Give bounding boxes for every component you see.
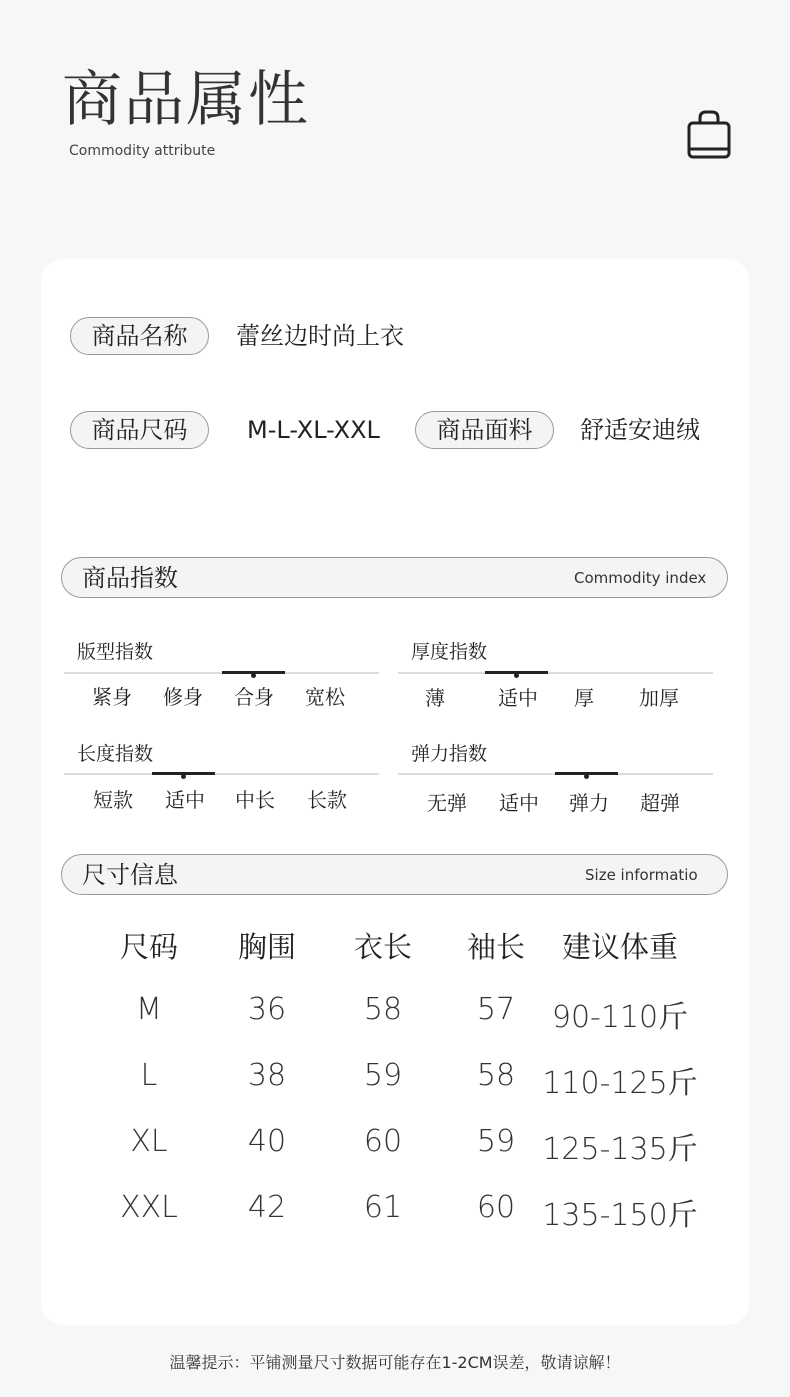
index-selected-marker — [152, 772, 215, 775]
name-label-pill: 商品名称 — [70, 317, 209, 355]
size-table-cell: 90-110斤 — [551, 1000, 689, 1035]
size-section-bar — [61, 854, 728, 895]
index-section-title: 商品指数 — [82, 564, 178, 592]
size-table-cell: 59 — [363, 1058, 403, 1093]
index-option: 超弹 — [640, 791, 680, 815]
index-selected-marker — [485, 671, 548, 674]
size-table-cell: 60 — [476, 1190, 516, 1225]
size-table-cell: 38 — [247, 1058, 287, 1093]
index-group-title: 版型指数 — [77, 641, 154, 663]
fabric-label-pill: 商品面料 — [415, 411, 554, 449]
shopping-bag-icon — [686, 110, 732, 160]
size-table-cell: 135-150斤 — [542, 1198, 698, 1233]
index-section-subtitle: Commodity index — [574, 569, 707, 587]
name-value: 蕾丝边时尚上衣 — [236, 322, 404, 350]
index-option: 弹力 — [569, 791, 609, 815]
size-table-header: 胸围 — [237, 930, 296, 964]
size-value: M-L-XL-XXL — [247, 416, 380, 444]
index-scale-track — [398, 672, 713, 674]
index-option: 适中 — [165, 788, 205, 812]
size-table-cell: 57 — [476, 992, 516, 1027]
size-table-cell: M — [136, 992, 162, 1027]
size-table-cell: 59 — [476, 1124, 516, 1159]
footer-note: 温馨提示：平铺测量尺寸数据可能存在1-2CM误差，敬请谅解！ — [169, 1353, 621, 1372]
index-option: 紧身 — [92, 685, 132, 709]
size-table-cell: 42 — [247, 1190, 287, 1225]
size-table-cell: L — [140, 1058, 158, 1093]
size-table-cell: 61 — [363, 1190, 403, 1225]
index-section-bar — [61, 557, 728, 598]
index-option: 适中 — [499, 791, 539, 815]
index-option: 薄 — [425, 686, 445, 710]
index-option: 厚 — [574, 686, 594, 710]
page-subtitle: Commodity attribute — [69, 143, 216, 159]
size-table-cell: XXL — [120, 1190, 178, 1225]
index-option: 修身 — [163, 685, 203, 709]
index-scale-track — [64, 672, 379, 674]
fabric-value: 舒适安迪绒 — [580, 416, 700, 444]
index-option: 短款 — [93, 788, 133, 812]
index-group-title: 长度指数 — [77, 743, 154, 765]
size-section-subtitle: Size informatio — [585, 866, 698, 884]
size-table-cell: 110-125斤 — [542, 1066, 698, 1101]
index-selected-marker — [555, 772, 618, 775]
index-group-title: 厚度指数 — [411, 641, 488, 663]
size-table-cell: 125-135斤 — [542, 1132, 698, 1167]
size-table-header: 衣长 — [353, 930, 412, 964]
size-table-cell: 40 — [247, 1124, 287, 1159]
size-table-header: 袖长 — [466, 930, 525, 964]
index-group-title: 弹力指数 — [411, 743, 488, 765]
index-option: 中长 — [235, 788, 275, 812]
index-option: 长款 — [307, 788, 347, 812]
page-title: 商品属性 — [62, 65, 310, 135]
size-label-pill: 商品尺码 — [70, 411, 209, 449]
index-selected-marker — [222, 671, 285, 674]
index-scale-track — [398, 773, 713, 775]
size-table-header: 建议体重 — [561, 930, 678, 964]
size-table-cell: 58 — [363, 992, 403, 1027]
index-scale-track — [64, 773, 379, 775]
size-table-cell: 60 — [363, 1124, 403, 1159]
index-option: 宽松 — [305, 685, 345, 709]
index-option: 无弹 — [427, 791, 467, 815]
size-section-title: 尺寸信息 — [82, 861, 178, 889]
size-table-cell: 58 — [476, 1058, 516, 1093]
index-option: 适中 — [498, 686, 538, 710]
index-option: 加厚 — [639, 686, 679, 710]
size-table-header: 尺码 — [119, 930, 178, 964]
index-option: 合身 — [234, 685, 274, 709]
size-table-cell: 36 — [247, 992, 287, 1027]
size-table-cell: XL — [130, 1124, 168, 1159]
